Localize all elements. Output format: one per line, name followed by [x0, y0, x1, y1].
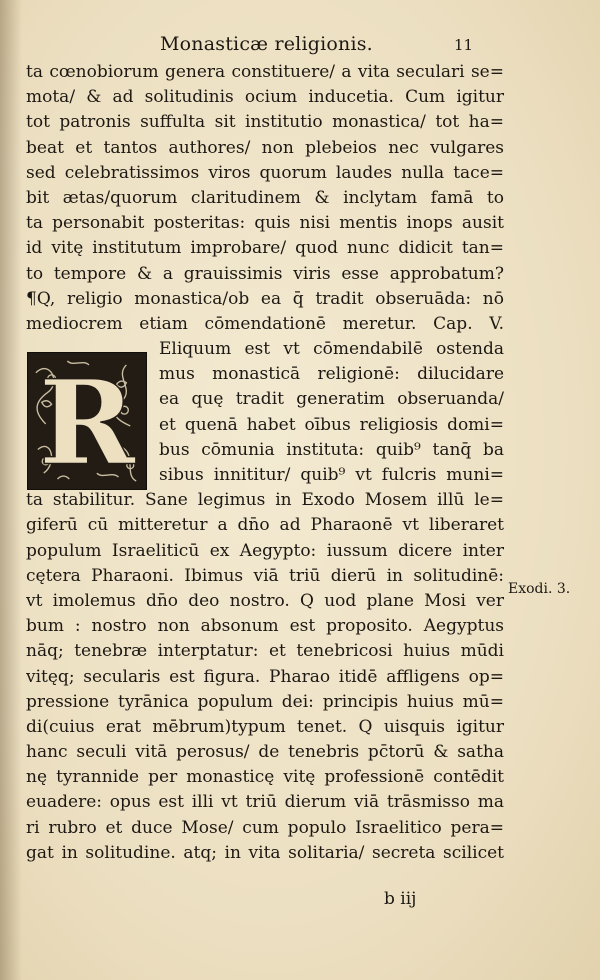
margin-note: Exodi. 3.: [508, 581, 571, 597]
foliage-initial-icon: [28, 353, 146, 489]
text-line: sibus innititur/ quib⁹ vt fulcris muni=: [159, 465, 504, 485]
text-line: vitęq; secularis est figura. Pharao itidē affligens op=: [26, 666, 504, 687]
text-line: et quenā habet oībus religiosis domi=: [159, 414, 504, 435]
text-line: nę tyrannide per monasticę vitę professionē contēdit: [26, 767, 504, 788]
text-line: to tempore & a grauissimis viris esse approbatum?: [26, 263, 504, 284]
text-line: di(cuius erat mēbrum)typum tenet. Q uisquis igitur: [26, 716, 504, 737]
chapter-heading-line: mediocrem etiam cōmendationē meretur. Cap. V.: [26, 313, 504, 334]
running-title: Monasticæ religionis.: [160, 33, 373, 55]
text-line: ea quę tradit generatim obseruanda/: [159, 389, 504, 410]
text-line: tot patronis suffulta sit institutio monastica/ tot ha=: [26, 112, 504, 133]
text-line: ta stabilitur. Sane legimus in Exodo Mosem illū le=: [26, 490, 504, 511]
text-line: id vitę institutum improbare/ quod nunc didicit tan=: [26, 238, 504, 259]
text-line: pressione tyrānica populum dei: principis huius mū=: [26, 691, 504, 712]
text-line: bit ætas/quorum claritudinem & inclytam famā to: [26, 187, 504, 208]
text-line: hanc seculi vitā perosus/ de tenebris pc̄torū & satha: [26, 742, 504, 763]
text-line: sed celebratissimos viros quorum laudes nulla tace=: [26, 162, 504, 183]
text-line: mus monasticā religionē: dilucidare: [159, 364, 504, 385]
gutter-shadow: [0, 0, 22, 980]
decorated-initial-r: [27, 352, 147, 490]
text-line: populum Israeliticū ex Aegypto: iussum dicere inter: [26, 540, 504, 561]
text-line: nāq; tenebræ interptatur: et tenebricosi huius mūdi: [26, 641, 504, 662]
text-line: mota/ & ad solitudinis ocium inducetia. Cum igitur: [26, 87, 504, 108]
text-line: Eliquum est vt cōmendabilē ostenda: [159, 339, 504, 360]
text-line: ta cœnobiorum genera constituere/ a vita seculari se=: [26, 62, 504, 82]
text-line: bum : nostro non absonum est proposito. Aegyptus: [26, 616, 504, 637]
text-line: vt imolemus dn̄o deo nostro. Q uod plane Mosi ver: [26, 590, 504, 611]
signature-mark: b iij: [384, 889, 417, 909]
initial-letter: R: [38, 355, 136, 489]
text-line: cętera Pharaoni. Ibimus viā triū dierū in solitudinē:: [26, 565, 504, 586]
folio-number: 11: [454, 36, 474, 54]
text-line: gat in solitudine. atq; in vita solitaria/ secreta scilicet: [26, 842, 504, 863]
text-line: euadere: opus est illi vt triū dierum viā trāsmisso ma: [26, 792, 504, 813]
text-line: beat et tantos authores/ non plebeios nec vulgares: [26, 137, 504, 158]
text-line: bus cōmunia instituta: quib⁹ tanq̄ ba: [159, 439, 504, 460]
text-line: ta personabit posteritas: quis nisi mentis inops ausit: [26, 213, 504, 234]
text-line: giferū cū mitteretur a dn̄o ad Pharaonē vt liberaret: [26, 515, 504, 536]
chapter-heading-line: ¶Q, religio monastica/ob ea q̄ tradit obseruāda: nō: [26, 288, 504, 309]
text-line: ri rubro et duce Mose/ cum populo Israelitico pera=: [26, 817, 504, 838]
